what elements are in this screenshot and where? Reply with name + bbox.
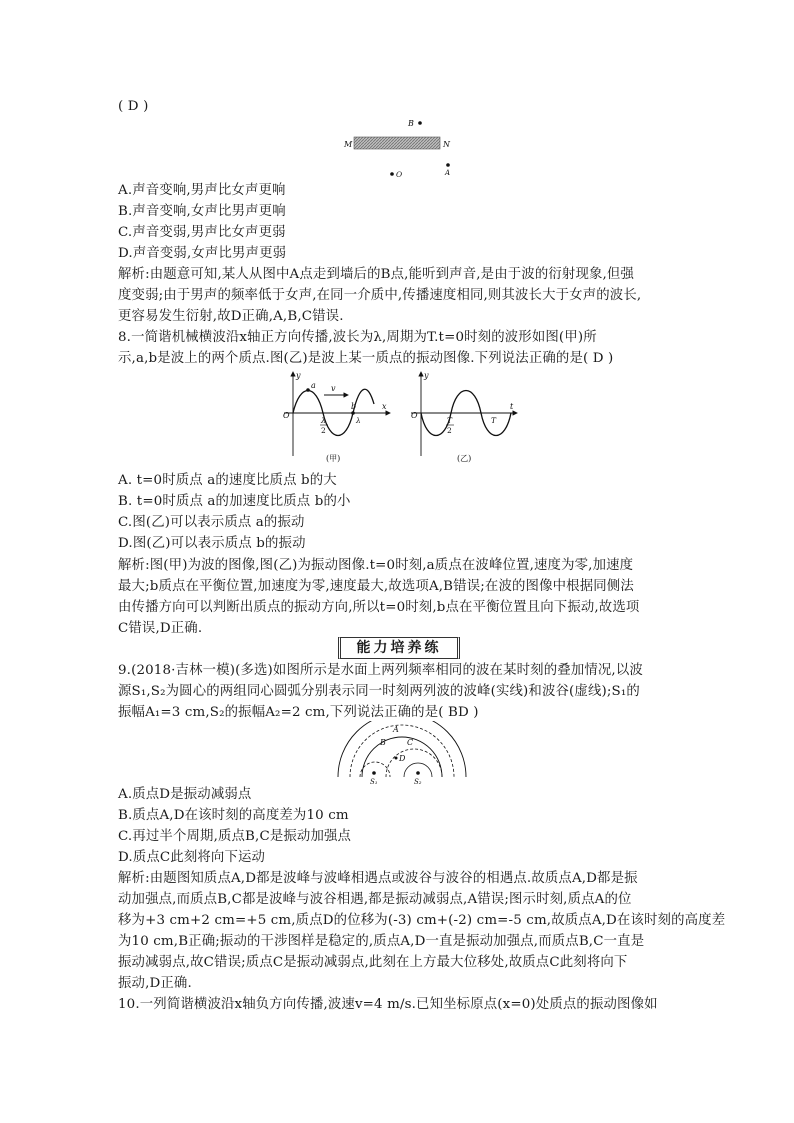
q9-option-a: A.质点D是振动减弱点 [118, 787, 252, 802]
caption-jia: (甲) [326, 454, 341, 463]
point-b [418, 121, 422, 125]
q7-option-a: A.声音变响,男声比女声更响 [118, 183, 286, 198]
label-y: y [424, 371, 429, 380]
q9-interference-diagram [330, 721, 470, 787]
s1-crest-outer [338, 721, 466, 777]
point-b [351, 411, 355, 415]
s2-trough [386, 749, 442, 777]
q9-analysis-line-2: 动加强点,而质点B,C都是波峰与波谷相遇,都是振动减弱点,A错误;图示时刻,质点A的位 [118, 892, 632, 907]
source-s1 [372, 771, 376, 775]
q8-figure-jia [278, 368, 396, 466]
q8-option-a: A. t=0时质点 a的速度比质点 b的大 [118, 473, 337, 488]
q7-option-c: C.声音变弱,男声比女声更弱 [118, 225, 286, 240]
label-s1: S₁ [370, 778, 378, 786]
q9-analysis-line-6: 振动,D正确. [118, 976, 192, 991]
q8-stem-line-2: 示,a,b是波上的两个质点.图(乙)是波上某一质点的振动图像.下列说法正确的是( D ) [118, 351, 614, 366]
q8-figure-yi [405, 368, 523, 466]
label-o: O [396, 170, 403, 179]
q8-option-c: C.图(乙)可以表示质点 a的振动 [118, 515, 305, 530]
q7-analysis-line-2: 度变弱;由于男声的频率低于女声,在同一介质中,传播速度相同,则其波长大于女声的波长, [118, 288, 642, 303]
label-n: N [443, 140, 450, 149]
q8-analysis-line-1: 解析:图(甲)为波的图像,图(乙)为振动图像.t=0时刻,a质点在波峰位置,速度为零,加速度 [118, 558, 634, 573]
label-half-t-den: 2 [447, 426, 452, 435]
point-o [390, 172, 394, 176]
q9-stem-line-2: 源S₁,S₂为圆心的两组同心圆弧分别表示同一时刻两列波的波峰(实线)和波谷(虚线);S₁的 [118, 684, 640, 699]
q8-analysis-line-2: 最大;b质点在平衡位置,加速度为零,速度最大,故选项A,B错误;在波的图像中根据同侧法 [118, 579, 634, 594]
label-m: M [344, 140, 353, 149]
label-b: b [351, 402, 357, 411]
label-half-t-num: T [447, 416, 453, 425]
label-lambda: λ [356, 416, 361, 425]
label-a: a [311, 381, 316, 390]
label-x: x [382, 402, 387, 411]
q8-option-d: D.图(乙)可以表示质点 b的振动 [118, 536, 306, 551]
label-a: A [393, 725, 399, 734]
q8-option-b: B. t=0时质点 a的加速度比质点 b的小 [118, 494, 351, 509]
label-s2: S₂ [414, 778, 422, 786]
label-period: T [491, 416, 497, 425]
label-half-lambda-den: 2 [321, 426, 326, 435]
section-banner: 能力培养练 [338, 637, 460, 659]
label-v: v [331, 384, 336, 393]
label-b: B [408, 119, 414, 128]
q9-stem-line-1: 9.(2018·吉林一模)(多选)如图所示是水面上两列频率相同的波在某时刻的叠加情况,以波 [118, 663, 643, 678]
q9-analysis-line-3: 移为+3 cm+2 cm=+5 cm,质点D的位移为(-3) cm+(-2) cm=-5 cm,故质点A,D在该时刻的高度差 [118, 913, 726, 928]
label-d: D [399, 754, 406, 763]
q9-option-c: C.再过半个周期,质点B,C是振动加强点 [118, 829, 352, 844]
q7-diagram [340, 112, 460, 182]
q7-option-d: D.声音变弱,女声比男声更弱 [118, 246, 287, 261]
source-s2 [416, 771, 420, 775]
point-a [306, 388, 310, 392]
point-d [395, 757, 398, 760]
q7-option-b: B.声音变响,女声比男声更响 [118, 204, 286, 219]
q9-stem-line-3: 振幅A₁=3 cm,S₂的振幅A₂=2 cm,下列说法正确的是( BD ) [118, 705, 479, 720]
label-o: O [411, 411, 418, 420]
point-a [446, 163, 450, 167]
q9-analysis-line-5: 振动减弱点,故C错误;质点C是振动减弱点,此刻在上方最大位移处,故质点C此刻将向下 [118, 955, 628, 970]
q7-analysis-line-3: 更容易发生衍射,故D正确,A,B,C错误. [118, 309, 344, 324]
label-t: t [510, 402, 514, 411]
q8-analysis-line-4: C错误,D正确. [118, 621, 203, 636]
wall-mn [354, 137, 440, 149]
q9-option-d: D.质点C此刻将向下运动 [118, 850, 266, 865]
s2-small-crest [404, 763, 432, 777]
q7-answer-line: ( D ) [118, 99, 149, 114]
label-half-lambda-num: λ [321, 416, 326, 425]
q9-option-b: B.质点A,D在该时刻的高度差为10 cm [118, 808, 349, 823]
caption-yi: (乙) [457, 454, 472, 463]
q8-analysis-line-3: 由传播方向可以判断出质点的振动方向,所以t=0时刻,b点在平衡位置且向下振动,故选项 [118, 600, 640, 615]
s1-trough [350, 725, 454, 777]
label-b: B [380, 738, 386, 747]
label-y: y [296, 371, 301, 380]
waveform [293, 389, 374, 435]
label-a: A [445, 169, 451, 177]
q8-stem-line-1: 8.一简谐机械横波沿x轴正方向传播,波长为λ,周期为T.t=0时刻的波形如图(甲)所 [118, 330, 597, 345]
q9-analysis-line-1: 解析:由题图知质点A,D都是波峰与波峰相遇点或波谷与波谷的相遇点.故质点A,D都是振 [118, 871, 638, 886]
q7-analysis-line-1: 解析:由题意可知,某人从图中A点走到墙后的B点,能听到声音,是由于波的衍射现象,但强 [118, 267, 635, 282]
label-c: C [407, 738, 414, 747]
label-o: O [283, 411, 290, 420]
s1-small-trough [360, 762, 390, 777]
q10-stem-line-1: 10.一列简谐横波沿x轴负方向传播,波速v=4 m/s.已知坐标原点(x=0)处质点的振动图像如 [118, 997, 658, 1012]
q9-analysis-line-4: 为10 cm,B正确;振动的干涉图样是稳定的,质点A,D一直是振动加强点,而质点B,C一直是 [118, 934, 645, 949]
